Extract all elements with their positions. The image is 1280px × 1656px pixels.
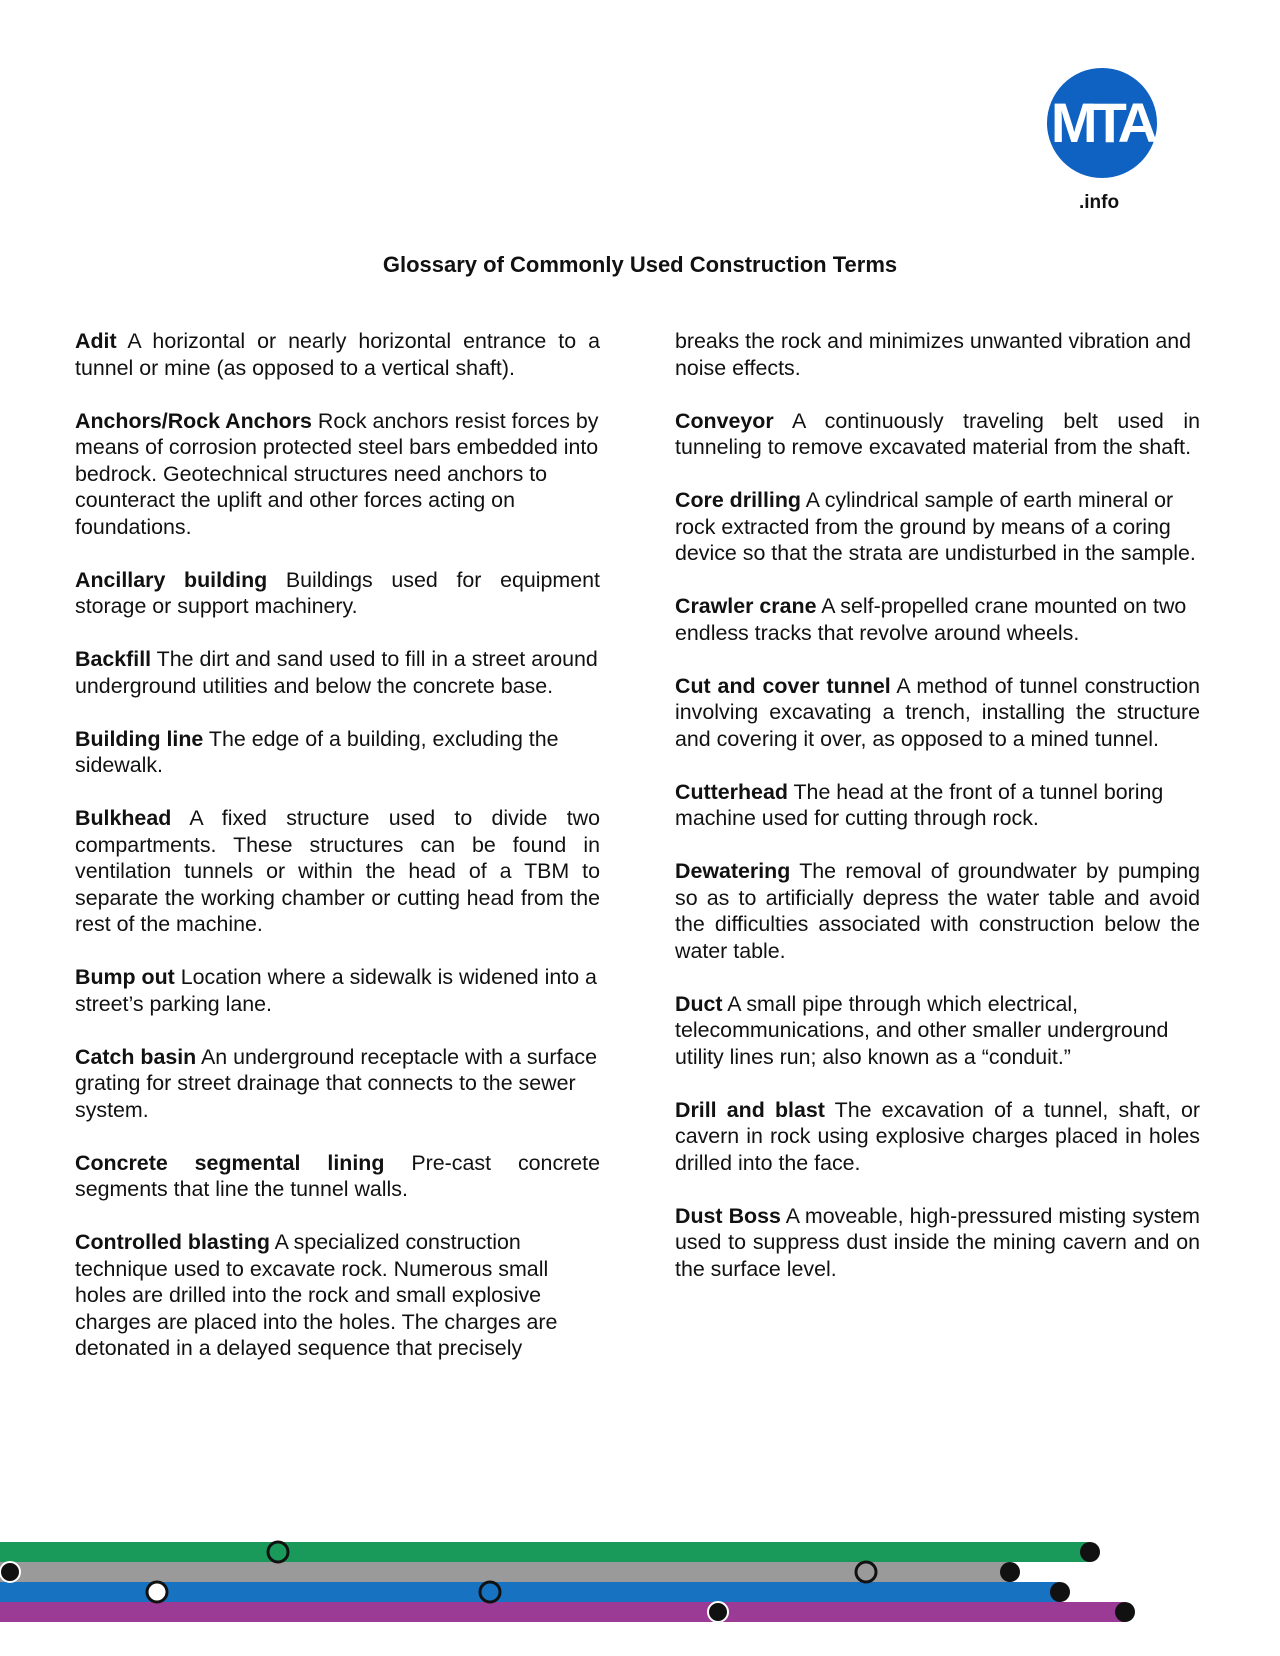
- glossary-entry: [675, 408, 1200, 461]
- glossary-term: Catch basin: [75, 1044, 197, 1069]
- glossary-definition: A continuously traveling belt used in tunneling to remove excavated material from the shaft.: [675, 408, 1200, 459]
- glossary-entry: [675, 593, 1200, 646]
- glossary-entry: [675, 858, 1200, 964]
- glossary-term: Anchors/Rock Anchors: [75, 408, 312, 433]
- glossary-definition: A fixed structure used to divide two compartments. These structures can be found in ventilation tunnels or within the head of a TBM to separate the working chamber or cutting head from the rest of the machine.: [75, 806, 600, 936]
- terminal-station-icon: [0, 1562, 20, 1582]
- glossary-term: Cutterhead: [675, 779, 788, 804]
- subway-lines-decoration: [0, 1530, 1280, 1656]
- glossary-term: Duct: [675, 991, 723, 1016]
- open-station-icon: [268, 1542, 288, 1562]
- logo-suffix: .info: [1079, 192, 1120, 213]
- glossary-definition: A specialized construction technique used to excavate rock. Numerous small holes are drilled into the rock and small explosive charges are placed into the holes. The charges are detonated in a delayed sequence that precisely: [75, 1230, 558, 1360]
- glossary-term: Bump out: [75, 965, 175, 989]
- terminal-station-icon: [1115, 1602, 1135, 1622]
- terminal-station-icon: [1080, 1542, 1100, 1562]
- glossary-term: Ancillary building: [75, 567, 268, 592]
- glossary-entry: [675, 779, 1200, 832]
- glossary-term: Drill and blast: [675, 1097, 825, 1122]
- glossary-term: Cut and cover tunnel: [675, 673, 891, 698]
- closed-station-icon: [708, 1602, 728, 1622]
- glossary-entry: [675, 673, 1200, 753]
- glossary-entry: [75, 646, 600, 699]
- glossary-term: Crawler crane: [675, 594, 817, 618]
- green-line: [0, 1542, 1090, 1562]
- glossary-definition: The excavation of a tunnel, shaft, or cavern in rock using explosive charges placed in holes drilled into the face.: [675, 1097, 1200, 1175]
- glossary-term: Dewatering: [675, 859, 791, 883]
- glossary-entry: [675, 328, 1200, 381]
- terminal-station-icon: [1000, 1562, 1020, 1582]
- glossary-column-right: [675, 328, 1200, 1309]
- glossary-entry: [675, 1097, 1200, 1177]
- glossary-entry: [75, 408, 600, 541]
- glossary-term: Building line: [75, 726, 204, 751]
- glossary-entry: [75, 1229, 600, 1362]
- open-station-icon: [147, 1582, 167, 1602]
- mta-info-logo: [1047, 68, 1165, 218]
- glossary-term: Conveyor: [675, 408, 774, 433]
- glossary-entry: [675, 991, 1200, 1071]
- glossary-definition: The dirt and sand used to fill in a street around underground utilities and below the concrete base.: [75, 647, 598, 698]
- glossary-definition: Pre-cast concrete segments that line the tunnel walls.: [75, 1150, 600, 1201]
- glossary-term: Controlled blasting: [75, 1230, 270, 1254]
- glossary-entry: [75, 805, 600, 938]
- glossary-column-left: [75, 328, 600, 1388]
- glossary-definition: An underground receptacle with a surface grating for street drainage that connects to the sewer system.: [75, 1044, 597, 1122]
- glossary-entry: [75, 328, 600, 381]
- glossary-definition: A moveable, high-pressured misting system used to suppress dust inside the mining cavern and on the surface level.: [675, 1203, 1200, 1281]
- purple-line: [0, 1602, 1125, 1622]
- glossary-term: Core drilling: [675, 488, 801, 512]
- glossary-definition: A self-propelled crane mounted on two endless tracks that revolve around wheels.: [675, 594, 1187, 645]
- glossary-term: Concrete segmental lining: [75, 1150, 385, 1175]
- glossary-entry: [675, 1203, 1200, 1283]
- glossary-entry: [75, 1044, 600, 1124]
- glossary-definition: The removal of groundwater by pumping so as to artificially depress the water table and avoid the difficulties associated with construction below the water table.: [675, 859, 1200, 963]
- glossary-term: Adit: [75, 329, 117, 353]
- terminal-station-icon: [1050, 1582, 1070, 1602]
- glossary-definition: A horizontal or nearly horizontal entrance to a tunnel or mine (as opposed to a vertical shaft).: [75, 329, 600, 380]
- glossary-definition: A cylindrical sample of earth mineral or rock extracted from the ground by means of a coring device so that the strata are undisturbed in the sample.: [675, 488, 1196, 565]
- glossary-definition: breaks the rock and minimizes unwanted vibration and noise effects.: [675, 329, 1192, 380]
- glossary-entry: [75, 726, 600, 779]
- glossary-entry: [75, 1150, 600, 1203]
- glossary-term: Dust Boss: [675, 1203, 781, 1228]
- glossary-definition: A small pipe through which electrical, telecommunications, and other smaller underground utility lines run; also known as a “conduit.”: [675, 991, 1169, 1069]
- glossary-entry: [75, 964, 600, 1017]
- glossary-term: Bulkhead: [75, 806, 172, 830]
- glossary-definition: The edge of a building, excluding the sidewalk.: [75, 726, 559, 777]
- mta-logo-icon: [1047, 68, 1157, 178]
- glossary-entry: [75, 567, 600, 620]
- glossary-entry: [675, 487, 1200, 567]
- glossary-definition: Location where a sidewalk is widened into a street’s parking lane.: [75, 965, 597, 1016]
- glossary-definition: The head at the front of a tunnel boring machine used for cutting through rock.: [675, 779, 1164, 830]
- glossary-definition: Buildings used for equipment storage or support machinery.: [75, 567, 600, 618]
- page-title: Glossary of Commonly Used Construction Terms: [382, 252, 898, 277]
- logo-text: MTA: [1050, 91, 1154, 154]
- open-station-icon: [856, 1562, 876, 1582]
- glossary-definition: A method of tunnel construction involving excavating a trench, installing the structure and covering it over, as opposed to a mined tunnel.: [675, 673, 1200, 751]
- glossary-term: Backfill: [75, 647, 152, 671]
- open-station-icon: [480, 1582, 500, 1602]
- glossary-definition: Rock anchors resist forces by means of corrosion protected steel bars embedded into bedrock. Geotechnical structures need anchors to counteract the uplift and other forces acting on foundations.: [75, 408, 599, 539]
